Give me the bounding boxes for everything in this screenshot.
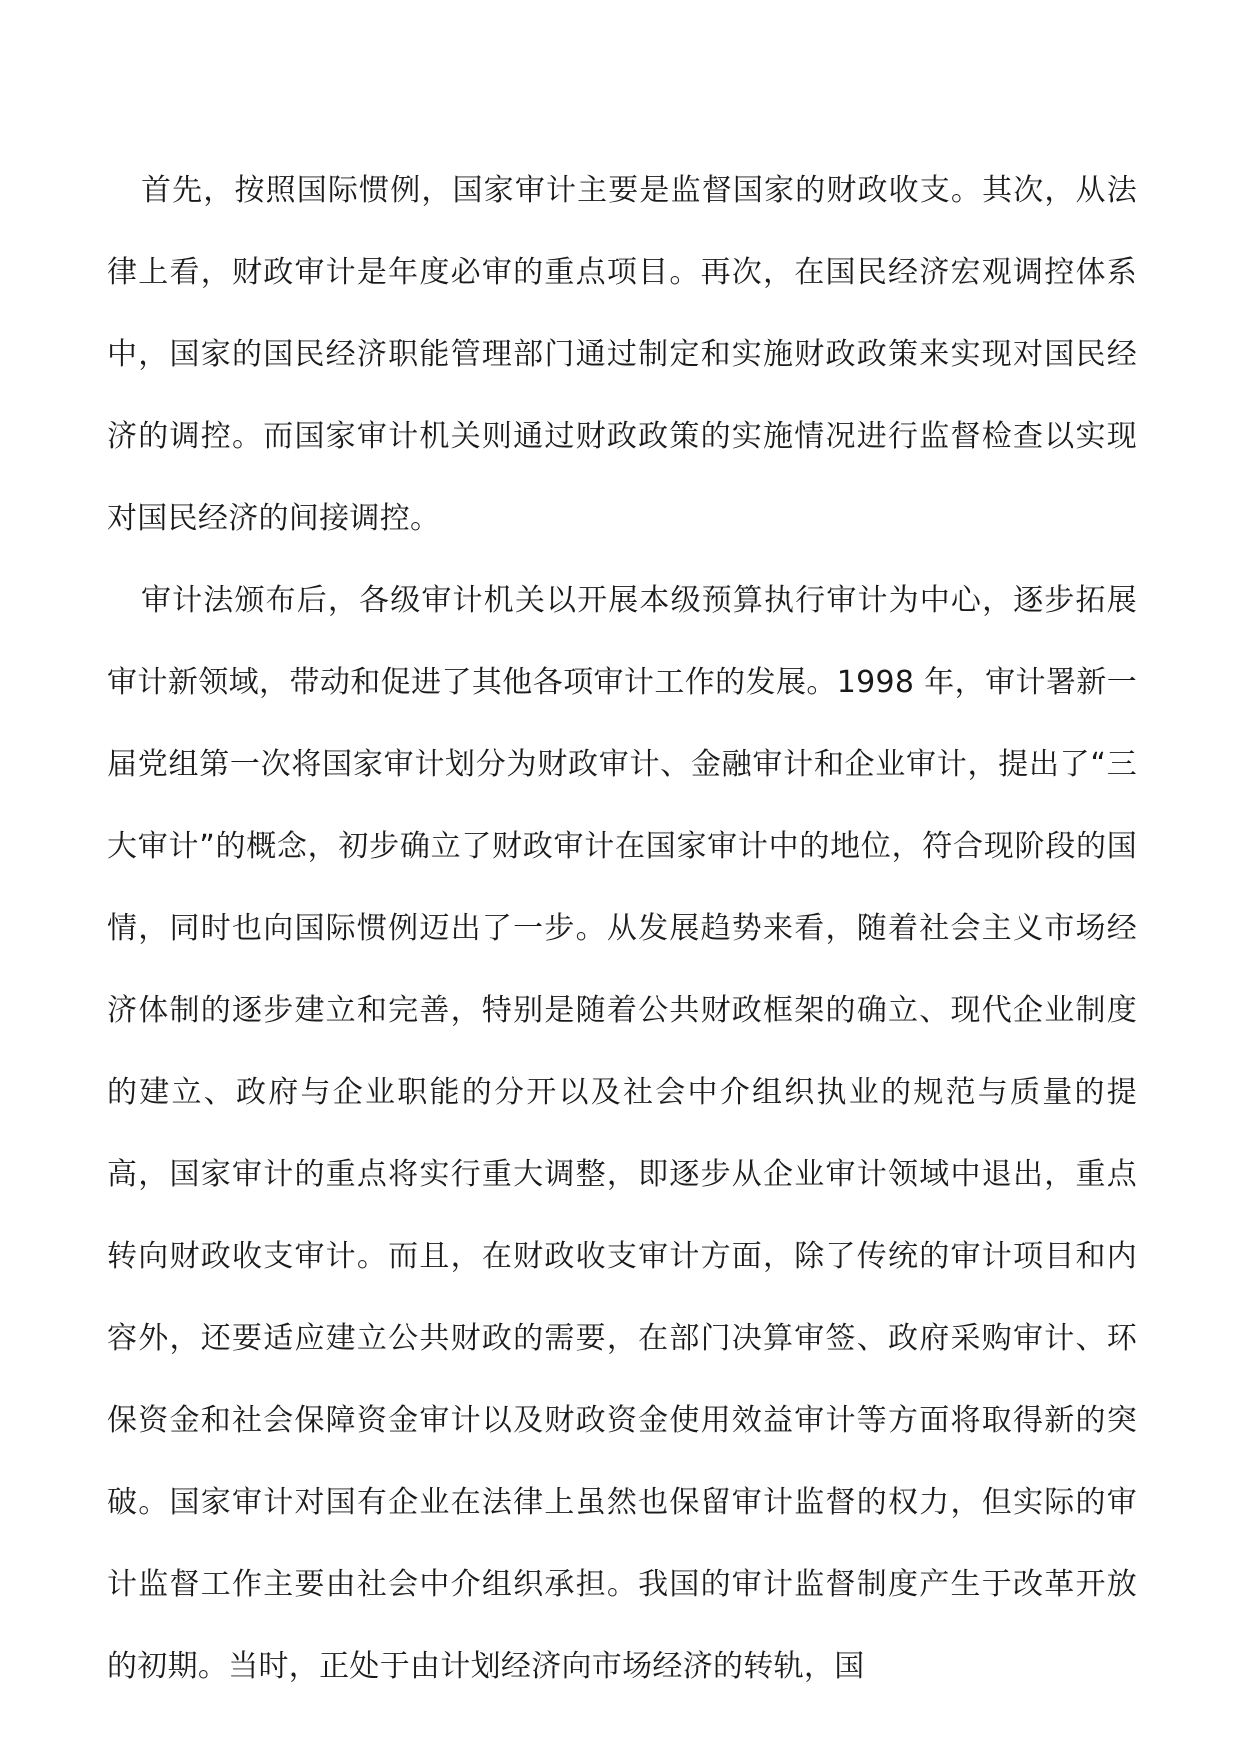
paragraph-1: 首先，按照国际惯例，国家审计主要是监督国家的财政收支。其次，从法律上看，财政审计是年度必审的重点项目。再次，在国民经济宏观调控体系中，国家的国民经济职能管理部门通过制定和实施财政政策来实现对国民经济的调控。而国家审计机关则通过财政政策的实施情况进行监督检查以实现对国民经济的间接调控。 bbox=[107, 173, 1137, 536]
paragraph-2: 审计法颁布后，各级审计机关以开展本级预算执行审计为中心，逐步拓展审计新领域，带动和促进了其他各项审计工作的发展。1998 年，审计署新一届党组第一次将国家审计划分为财政审计、金融审计和企业审计，提出了“三大审计”的概念，初步确立了财政审计在国家审计中的地位，符合现阶段的国情，同时也向国际惯例迈出了一步。从发展趋势来看，随着社会主义市场经济体制的逐步建立和完善，特别是随着公共财政框架的确立、现代企业制度的建立、政府与企业职能的分开以及社会中介组织执业的规范与质量的提高，国家审计的重点将实行重大调整，即逐步从企业审计领域中退出，重点转向财政收支审计。而且，在财政收支审计方面，除了传统的审计项目和内容外，还要适应建立公共财政的需要，在部门决算审签、政府采购审计、环保资金和社会保障资金审计以及财政资金使用效益审计等方面将取得新的突破。国家审计对国有企业在法律上虽然也保留审计监督的权力，但实际的审计监督工作主要由社会中介组织承担。我国的审计监督制度产生于改革开放的初期。当时，正处于由计划经济向市场经济的转轨，国 bbox=[107, 583, 1137, 1684]
